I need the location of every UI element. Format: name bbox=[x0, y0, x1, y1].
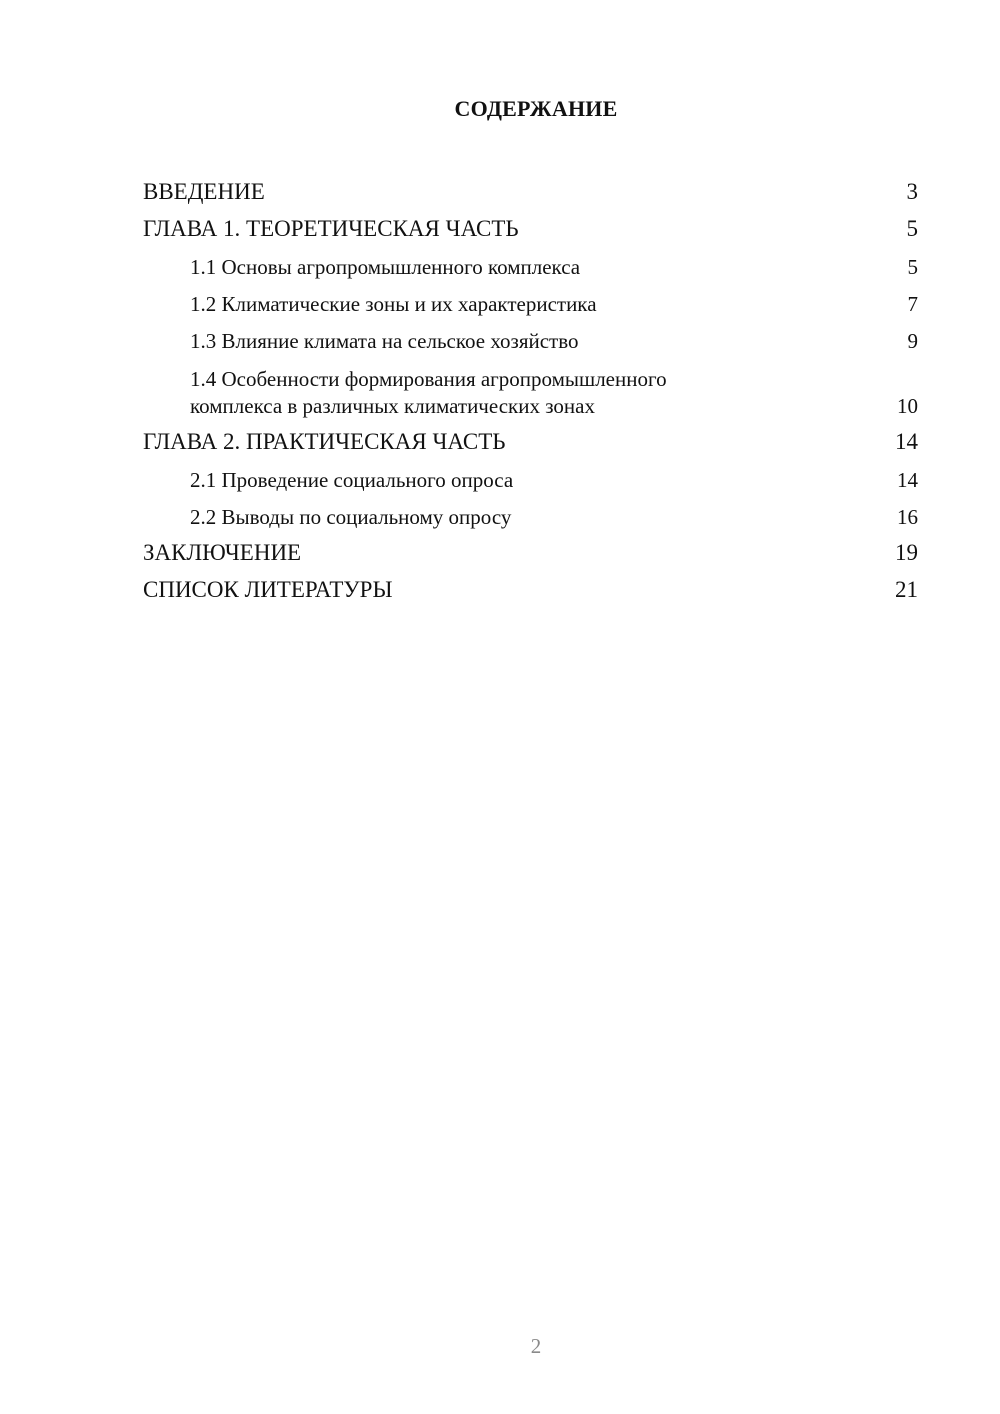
toc-entry-label: ГЛАВА 1. ТЕОРЕТИЧЕСКАЯ ЧАСТЬ bbox=[143, 216, 519, 241]
toc-entry-label bbox=[190, 366, 830, 420]
toc-entry-label: 1.3 Влияние климата на сельское хозяйство bbox=[190, 329, 579, 353]
toc-entry-introduction[interactable] bbox=[143, 170, 918, 207]
toc-entry-chapter-1[interactable] bbox=[143, 207, 918, 244]
toc-entry-page: 9 bbox=[907, 329, 918, 353]
toc-entry-page: 10 bbox=[897, 394, 918, 418]
toc-entry-section-2-1[interactable] bbox=[143, 457, 918, 494]
toc-entry-label: 1.1 Основы агропромышленного комплекса bbox=[190, 255, 581, 279]
toc-entry-page: 19 bbox=[895, 540, 918, 565]
toc-entry-page: 7 bbox=[907, 292, 918, 316]
toc-entry-page: 16 bbox=[897, 505, 918, 529]
toc-entry-page: 21 bbox=[895, 577, 918, 602]
toc-entry-section-1-2[interactable] bbox=[143, 281, 918, 318]
toc-entry-bibliography[interactable] bbox=[143, 568, 918, 605]
toc-entry-section-1-4[interactable] bbox=[143, 355, 918, 420]
toc-entry-label: ГЛАВА 2. ПРАКТИЧЕСКАЯ ЧАСТЬ bbox=[143, 429, 506, 454]
toc-entry-label-line-1: 1.4 Особенности формирования агропромышленного bbox=[190, 367, 667, 391]
toc-entry-label: ЗАКЛЮЧЕНИЕ bbox=[143, 540, 302, 565]
toc-entry-label: 2.2 Выводы по социальному опросу bbox=[190, 505, 512, 529]
toc-entry-conclusion[interactable] bbox=[143, 531, 918, 568]
page-title: СОДЕРЖАНИЕ bbox=[454, 96, 618, 121]
toc-entry-chapter-2[interactable] bbox=[143, 420, 918, 457]
toc-entry-page: 5 bbox=[907, 255, 918, 279]
table-of-contents bbox=[143, 170, 918, 605]
toc-entry-page: 14 bbox=[895, 429, 918, 454]
toc-entry-label-line-2: комплекса в различных климатических зонах bbox=[190, 394, 595, 418]
toc-entry-label: 2.1 Проведение социального опроса bbox=[190, 468, 514, 492]
toc-entry-label: ВВЕДЕНИЕ bbox=[143, 179, 265, 204]
toc-entry-section-2-2[interactable] bbox=[143, 494, 918, 531]
toc-entry-page: 14 bbox=[897, 468, 918, 492]
toc-entry-label: 1.2 Климатические зоны и их характеристика bbox=[190, 292, 597, 316]
toc-entry-section-1-3[interactable] bbox=[143, 318, 918, 355]
page-number: 2 bbox=[530, 1334, 542, 1358]
toc-entry-label: СПИСОК ЛИТЕРАТУРЫ bbox=[143, 577, 393, 602]
toc-entry-section-1-1[interactable] bbox=[143, 244, 918, 281]
toc-entry-page: 3 bbox=[906, 179, 918, 204]
toc-entry-page: 5 bbox=[906, 216, 918, 241]
